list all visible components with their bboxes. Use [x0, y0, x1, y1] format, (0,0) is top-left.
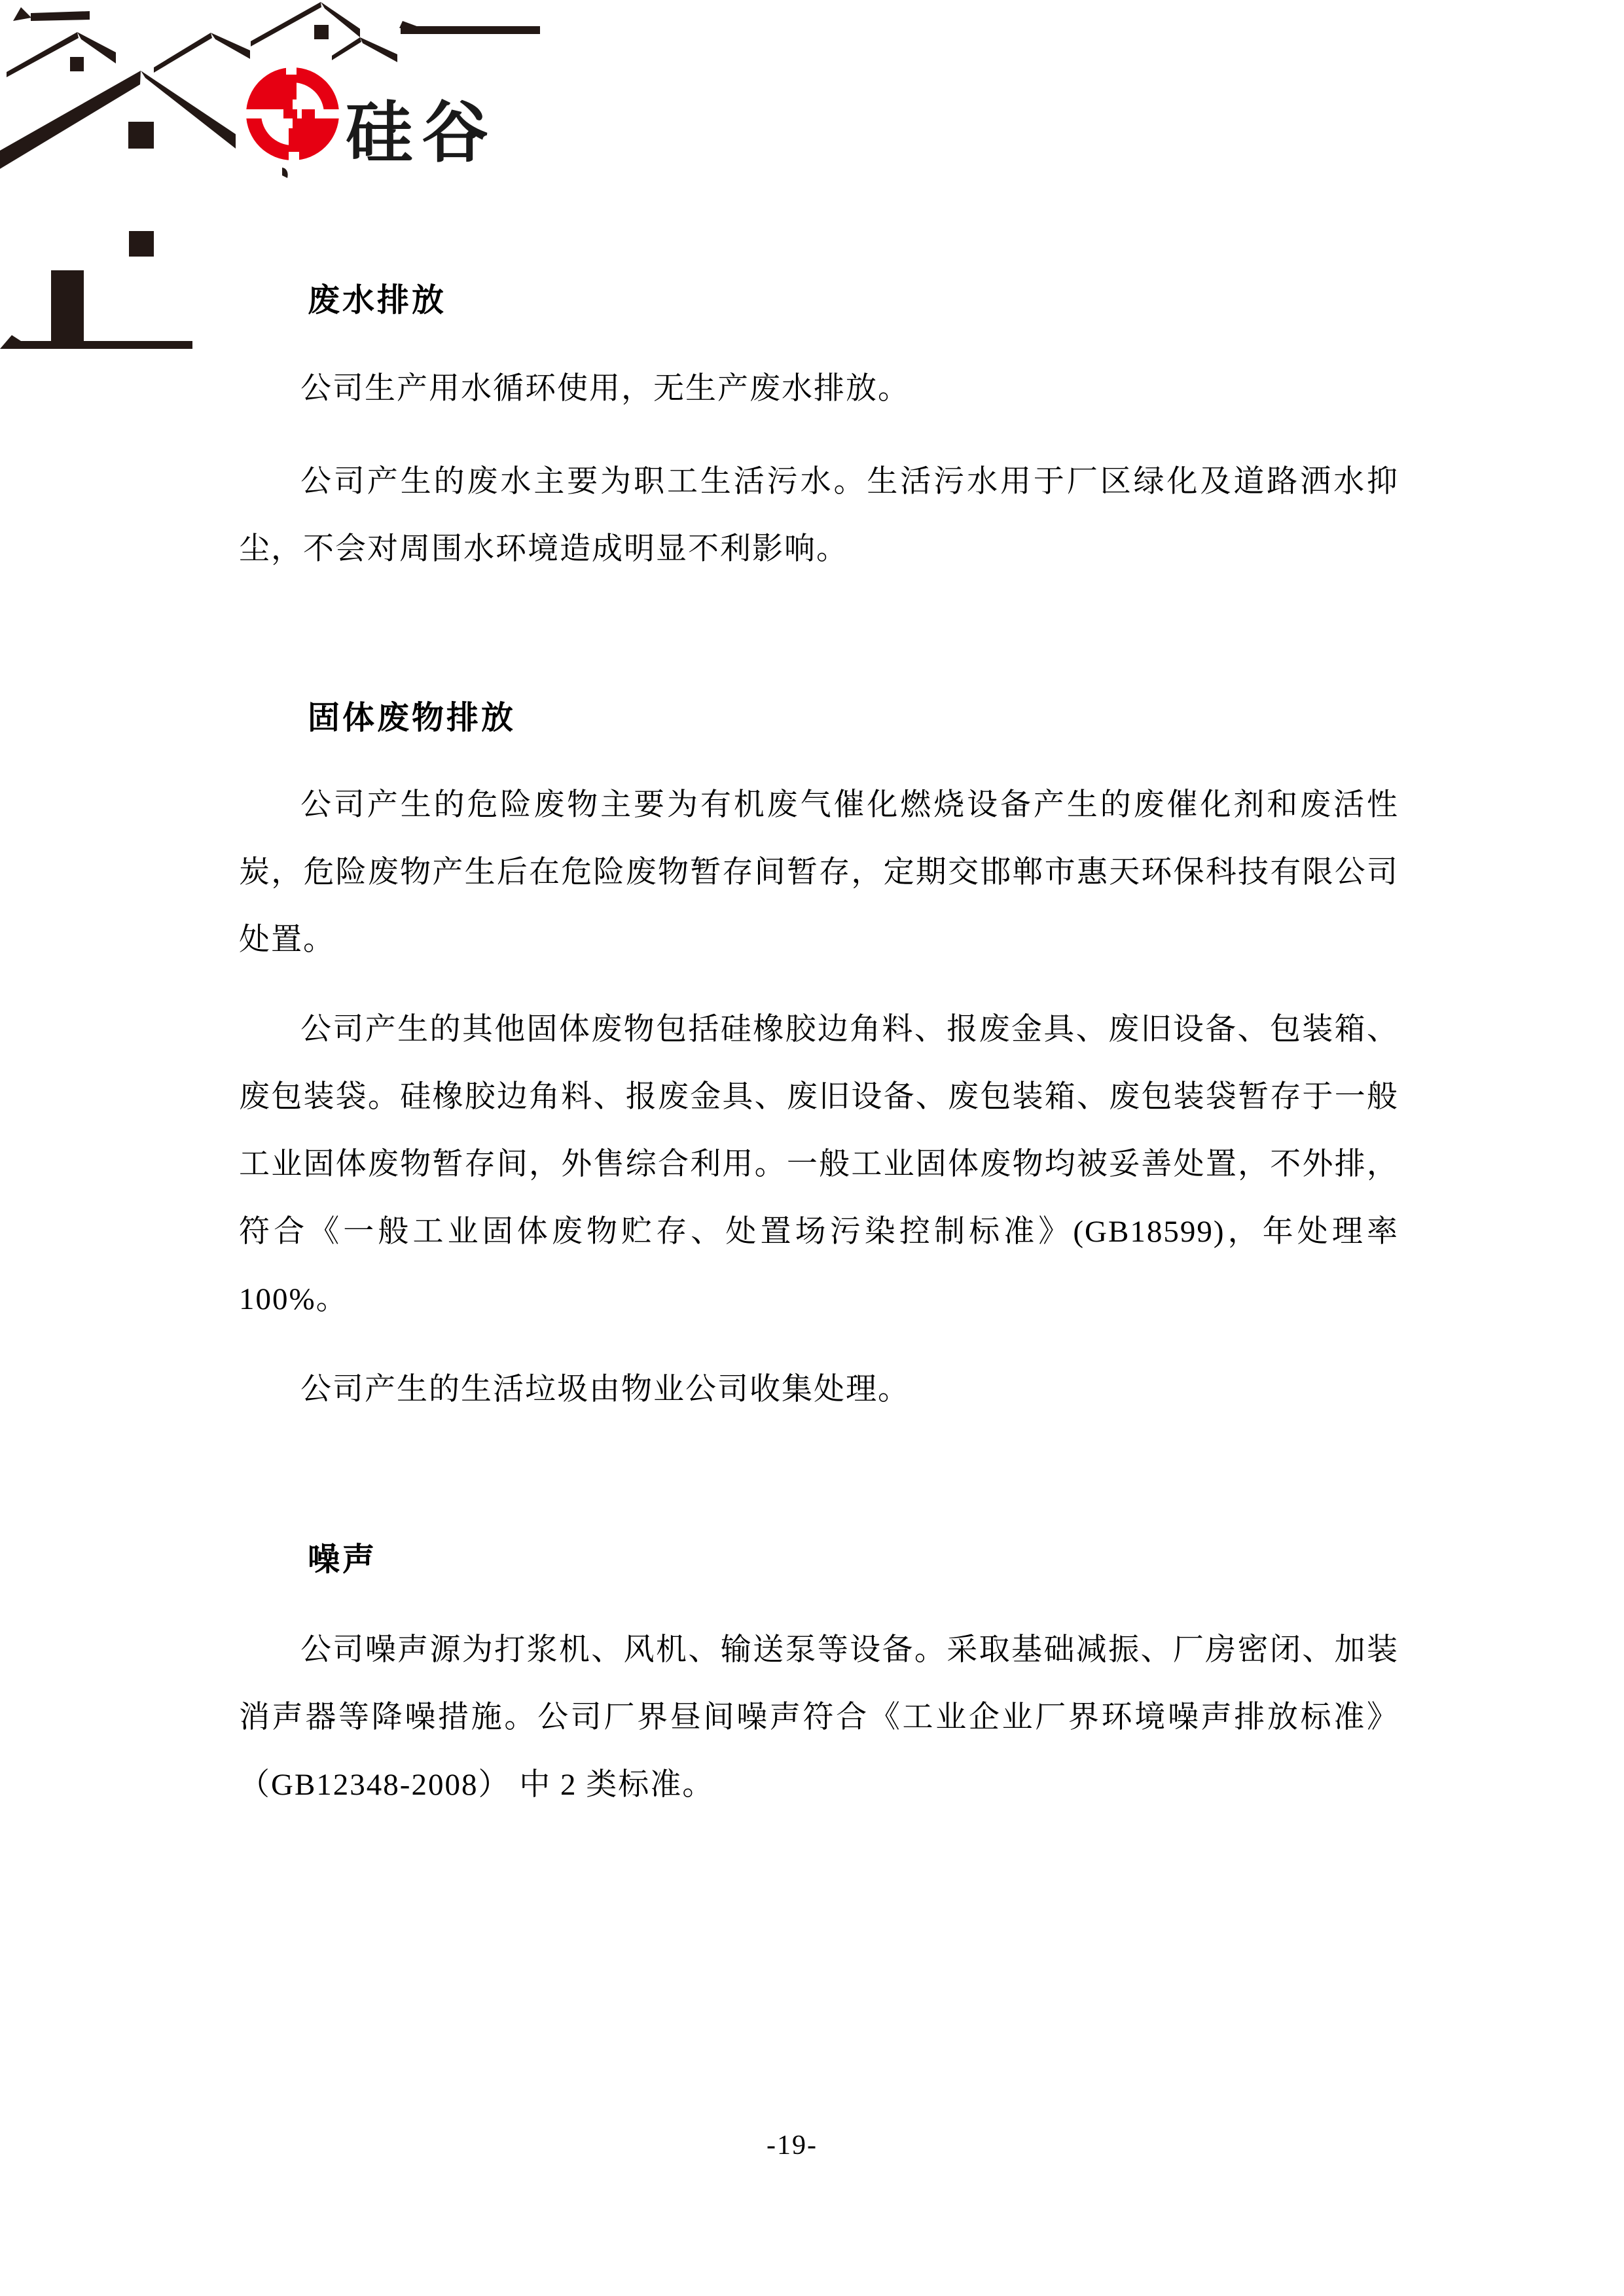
- paragraph: 公司噪声源为打浆机、风机、输送泵等设备。采取基础减振、厂房密闭、加装消声器等降噪措施。公司厂界昼间噪声符合《工业企业厂界环境噪声排放标准》（GB12348-2008） 中 2 类标准。: [239, 1633, 1399, 1802]
- company-logo: [0, 0, 550, 367]
- s-circle-emblem-icon: [246, 65, 339, 162]
- page-number: -19-: [767, 2130, 818, 2161]
- section-heading-wastewater: 废水排放: [308, 282, 447, 318]
- section-heading-solid-waste: 固体废物排放: [308, 700, 516, 736]
- brand-text: 硅谷: [346, 96, 497, 170]
- rooftops-icon: [0, 2, 540, 349]
- paragraph: 公司生产用水循环使用，无生产废水排放。: [300, 372, 910, 406]
- paragraph: 公司产生的其他固体废物包括硅橡胶边角料、报废金具、废旧设备、包装箱、废包装袋。硅橡胶边角料、报废金具、废旧设备、废包装箱、废包装袋暂存于一般工业固体废物暂存间，外售综合利用。一般工业固体废物均被妥善处置，不外排，符合《一般工业固体废物贮存、处置场污染控制标准》(GB18599)，年处理率100%。: [239, 1013, 1399, 1316]
- paragraph: 公司产生的废水主要为职工生活污水。生活污水用于厂区绿化及道路洒水抑尘，不会对周围水环境造成明显不利影响。: [239, 465, 1399, 566]
- section-heading-noise: 噪声: [308, 1541, 378, 1577]
- paragraph: 公司产生的危险废物主要为有机废气催化燃烧设备产生的废催化剂和废活性炭，危险废物产生后在危险废物暂存间暂存，定期交邯郸市惠天环保科技有限公司处置。: [239, 788, 1399, 957]
- paragraph: 公司产生的生活垃圾由物业公司收集处理。: [300, 1372, 910, 1407]
